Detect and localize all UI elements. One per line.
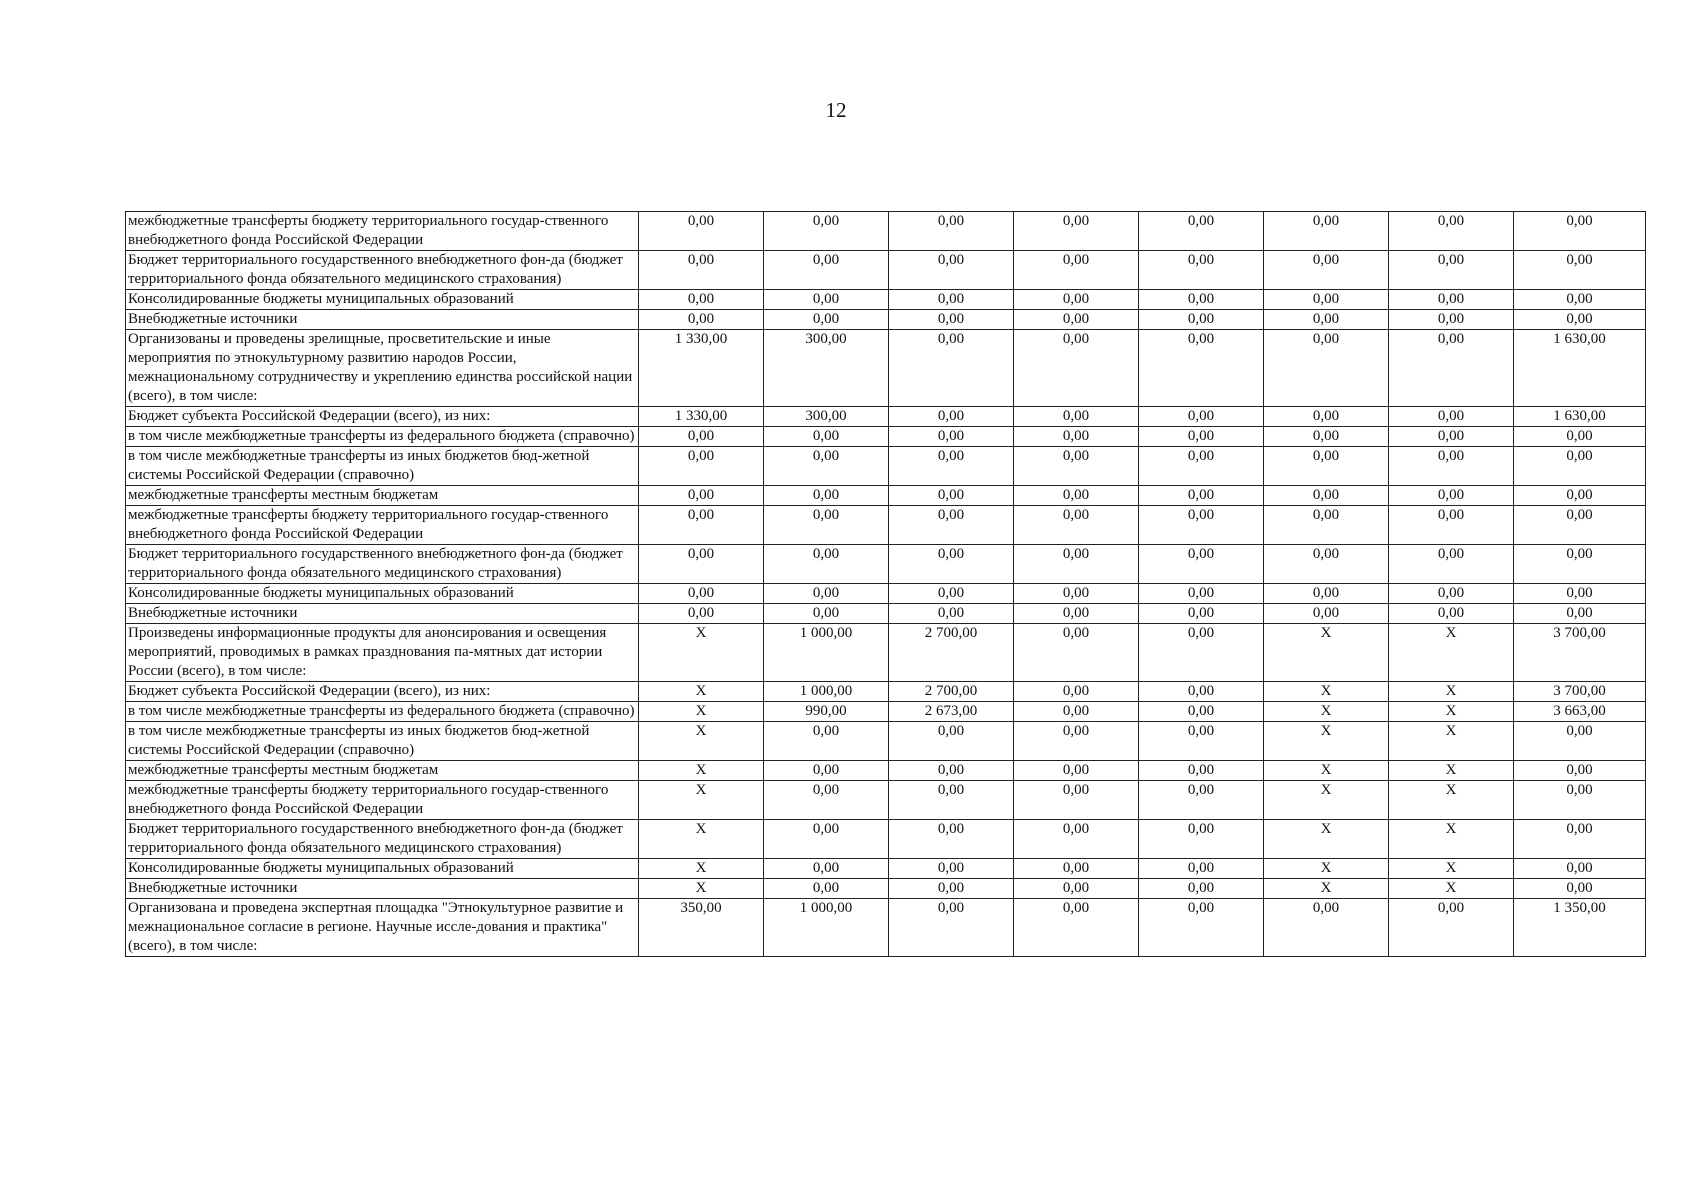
- table-row: [126, 407, 1646, 427]
- value-cell: 0,00: [889, 290, 1014, 310]
- value-cell: 0,00: [1264, 330, 1389, 407]
- value-cell: 0,00: [1139, 310, 1264, 330]
- value-cell: Х: [639, 820, 764, 859]
- row-label: Бюджет субъекта Российской Федерации (всего), из них:: [126, 682, 639, 702]
- value-cell: 0,00: [1514, 722, 1646, 761]
- value-cell: Х: [1264, 702, 1389, 722]
- value-cell: Х: [1264, 781, 1389, 820]
- value-cell: 0,00: [764, 486, 889, 506]
- row-label: межбюджетные трансферты бюджету территориального государ-ственного внебюджетного фонда Российской Федерации: [126, 212, 639, 251]
- budget-table: [125, 211, 1646, 957]
- value-cell: 0,00: [1264, 310, 1389, 330]
- table-row: [126, 781, 1646, 820]
- value-cell: 0,00: [1139, 545, 1264, 584]
- value-cell: 0,00: [1139, 212, 1264, 251]
- table-row: [126, 212, 1646, 251]
- value-cell: 0,00: [639, 506, 764, 545]
- value-cell: 0,00: [1014, 506, 1139, 545]
- value-cell: 0,00: [1389, 486, 1514, 506]
- value-cell: 0,00: [1514, 859, 1646, 879]
- value-cell: 1 000,00: [764, 899, 889, 957]
- value-cell: 0,00: [1264, 604, 1389, 624]
- value-cell: 0,00: [1514, 486, 1646, 506]
- value-cell: 0,00: [1139, 427, 1264, 447]
- value-cell: 0,00: [1139, 899, 1264, 957]
- value-cell: Х: [1389, 702, 1514, 722]
- value-cell: 0,00: [889, 330, 1014, 407]
- value-cell: 0,00: [1014, 310, 1139, 330]
- row-label: межбюджетные трансферты бюджету территориального государ-ственного внебюджетного фонда Российской Федерации: [126, 781, 639, 820]
- value-cell: 1 330,00: [639, 407, 764, 427]
- value-cell: 0,00: [764, 820, 889, 859]
- value-cell: 0,00: [1389, 545, 1514, 584]
- table-row: [126, 722, 1646, 761]
- row-label: межбюджетные трансферты бюджету территориального государ-ственного внебюджетного фонда Российской Федерации: [126, 506, 639, 545]
- value-cell: Х: [639, 722, 764, 761]
- table-row: [126, 486, 1646, 506]
- value-cell: 0,00: [1389, 212, 1514, 251]
- value-cell: 0,00: [1139, 761, 1264, 781]
- value-cell: 0,00: [1389, 584, 1514, 604]
- value-cell: 0,00: [1139, 682, 1264, 702]
- value-cell: Х: [1264, 722, 1389, 761]
- value-cell: 3 700,00: [1514, 624, 1646, 682]
- value-cell: 0,00: [1139, 859, 1264, 879]
- value-cell: 0,00: [1389, 427, 1514, 447]
- table-row: [126, 604, 1646, 624]
- value-cell: 0,00: [889, 407, 1014, 427]
- row-label: Бюджет территориального государственного внебюджетного фон-да (бюджет территориального фонда обязательного медицинского страхования): [126, 820, 639, 859]
- value-cell: 0,00: [764, 545, 889, 584]
- value-cell: 0,00: [889, 506, 1014, 545]
- value-cell: 0,00: [1264, 251, 1389, 290]
- value-cell: 0,00: [1014, 212, 1139, 251]
- table-row: [126, 427, 1646, 447]
- value-cell: Х: [1264, 859, 1389, 879]
- value-cell: 0,00: [1014, 899, 1139, 957]
- value-cell: 0,00: [889, 761, 1014, 781]
- value-cell: 0,00: [1264, 447, 1389, 486]
- value-cell: 0,00: [764, 310, 889, 330]
- value-cell: 0,00: [1139, 584, 1264, 604]
- value-cell: 0,00: [639, 212, 764, 251]
- value-cell: 0,00: [764, 427, 889, 447]
- value-cell: 0,00: [1014, 545, 1139, 584]
- value-cell: Х: [1389, 879, 1514, 899]
- value-cell: 0,00: [639, 447, 764, 486]
- value-cell: 0,00: [1514, 761, 1646, 781]
- table-row: [126, 447, 1646, 486]
- table-row: [126, 702, 1646, 722]
- value-cell: 0,00: [1014, 427, 1139, 447]
- value-cell: 0,00: [1514, 545, 1646, 584]
- value-cell: 0,00: [1139, 604, 1264, 624]
- value-cell: 0,00: [1014, 781, 1139, 820]
- row-label: Организована и проведена экспертная площадка "Этнокультурное развитие и межнациональное согласие в регионе. Научные иссле-дования и практика" (всего), в том числе:: [126, 899, 639, 957]
- row-label: межбюджетные трансферты местным бюджетам: [126, 486, 639, 506]
- value-cell: 2 673,00: [889, 702, 1014, 722]
- value-cell: 1 630,00: [1514, 330, 1646, 407]
- value-cell: Х: [1389, 722, 1514, 761]
- value-cell: 0,00: [1139, 486, 1264, 506]
- value-cell: 0,00: [889, 212, 1014, 251]
- value-cell: 0,00: [1264, 545, 1389, 584]
- value-cell: 0,00: [1264, 407, 1389, 427]
- value-cell: 0,00: [1264, 899, 1389, 957]
- table-row: [126, 899, 1646, 957]
- value-cell: Х: [639, 879, 764, 899]
- value-cell: 0,00: [1514, 604, 1646, 624]
- value-cell: 0,00: [889, 427, 1014, 447]
- value-cell: 0,00: [1014, 604, 1139, 624]
- row-label: Внебюджетные источники: [126, 310, 639, 330]
- value-cell: 0,00: [889, 604, 1014, 624]
- value-cell: 300,00: [764, 407, 889, 427]
- value-cell: 0,00: [1014, 330, 1139, 407]
- value-cell: 0,00: [1389, 604, 1514, 624]
- value-cell: 0,00: [1139, 624, 1264, 682]
- table-body: [126, 212, 1646, 957]
- value-cell: 0,00: [889, 545, 1014, 584]
- value-cell: 0,00: [889, 584, 1014, 604]
- table-row: [126, 859, 1646, 879]
- value-cell: 0,00: [1264, 290, 1389, 310]
- value-cell: Х: [639, 682, 764, 702]
- table-row: [126, 879, 1646, 899]
- table-row: [126, 820, 1646, 859]
- value-cell: 0,00: [1139, 506, 1264, 545]
- value-cell: 0,00: [1139, 330, 1264, 407]
- value-cell: 0,00: [1389, 251, 1514, 290]
- value-cell: 0,00: [1514, 879, 1646, 899]
- value-cell: 0,00: [639, 427, 764, 447]
- value-cell: 0,00: [639, 486, 764, 506]
- value-cell: 0,00: [639, 584, 764, 604]
- value-cell: 0,00: [889, 859, 1014, 879]
- table-row: [126, 624, 1646, 682]
- page-number: 12: [825, 98, 847, 122]
- value-cell: 1 350,00: [1514, 899, 1646, 957]
- value-cell: 0,00: [764, 781, 889, 820]
- table-row: [126, 545, 1646, 584]
- value-cell: 1 000,00: [764, 624, 889, 682]
- value-cell: 3 663,00: [1514, 702, 1646, 722]
- value-cell: 0,00: [1139, 447, 1264, 486]
- value-cell: 0,00: [1139, 879, 1264, 899]
- value-cell: 1 000,00: [764, 682, 889, 702]
- value-cell: 350,00: [639, 899, 764, 957]
- value-cell: 0,00: [1139, 820, 1264, 859]
- value-cell: Х: [1389, 761, 1514, 781]
- row-label: межбюджетные трансферты местным бюджетам: [126, 761, 639, 781]
- value-cell: 0,00: [1014, 722, 1139, 761]
- table-row: [126, 330, 1646, 407]
- value-cell: 0,00: [1264, 584, 1389, 604]
- value-cell: 0,00: [639, 545, 764, 584]
- value-cell: Х: [1389, 682, 1514, 702]
- value-cell: 990,00: [764, 702, 889, 722]
- value-cell: 0,00: [1389, 447, 1514, 486]
- value-cell: Х: [1264, 682, 1389, 702]
- value-cell: 0,00: [889, 820, 1014, 859]
- row-label: в том числе межбюджетные трансферты из федерального бюджета (справочно): [126, 427, 639, 447]
- value-cell: Х: [639, 624, 764, 682]
- value-cell: 0,00: [764, 761, 889, 781]
- value-cell: Х: [1389, 859, 1514, 879]
- value-cell: 0,00: [764, 212, 889, 251]
- table-row: [126, 251, 1646, 290]
- value-cell: 0,00: [1389, 290, 1514, 310]
- value-cell: 0,00: [1514, 447, 1646, 486]
- row-label: Произведены информационные продукты для анонсирования и освещения мероприятий, проводимых в рамках празднования па-мятных дат истории России (всего), в том числе:: [126, 624, 639, 682]
- value-cell: 0,00: [1014, 584, 1139, 604]
- value-cell: 0,00: [1514, 781, 1646, 820]
- row-label: в том числе межбюджетные трансферты из федерального бюджета (справочно): [126, 702, 639, 722]
- row-label: Консолидированные бюджеты муниципальных образований: [126, 584, 639, 604]
- value-cell: 300,00: [764, 330, 889, 407]
- row-label: Организованы и проведены зрелищные, просветительские и иные мероприятия по этнокультурному развитию народов России, межнациональному сотрудничеству и укреплению единства российской нации (всего), в том числе:: [126, 330, 639, 407]
- value-cell: 2 700,00: [889, 682, 1014, 702]
- table-row: [126, 682, 1646, 702]
- row-label: в том числе межбюджетные трансферты из иных бюджетов бюд-жетной системы Российской Федерации (справочно): [126, 447, 639, 486]
- value-cell: Х: [1264, 624, 1389, 682]
- value-cell: 0,00: [1014, 447, 1139, 486]
- value-cell: 0,00: [889, 899, 1014, 957]
- value-cell: 0,00: [764, 290, 889, 310]
- table-row: [126, 310, 1646, 330]
- value-cell: 0,00: [1514, 310, 1646, 330]
- value-cell: 0,00: [1514, 212, 1646, 251]
- value-cell: 3 700,00: [1514, 682, 1646, 702]
- value-cell: 0,00: [764, 879, 889, 899]
- value-cell: 0,00: [1014, 702, 1139, 722]
- value-cell: 2 700,00: [889, 624, 1014, 682]
- value-cell: 0,00: [889, 447, 1014, 486]
- value-cell: 0,00: [1389, 407, 1514, 427]
- value-cell: 0,00: [1389, 899, 1514, 957]
- value-cell: 0,00: [1139, 722, 1264, 761]
- value-cell: 0,00: [639, 251, 764, 290]
- value-cell: Х: [1264, 820, 1389, 859]
- value-cell: 0,00: [889, 722, 1014, 761]
- row-label: Бюджет территориального государственного внебюджетного фон-да (бюджет территориального фонда обязательного медицинского страхования): [126, 251, 639, 290]
- value-cell: 0,00: [639, 290, 764, 310]
- value-cell: 0,00: [889, 781, 1014, 820]
- value-cell: 0,00: [1264, 427, 1389, 447]
- value-cell: 0,00: [1139, 290, 1264, 310]
- value-cell: Х: [1264, 879, 1389, 899]
- value-cell: 0,00: [889, 251, 1014, 290]
- value-cell: 0,00: [1014, 251, 1139, 290]
- value-cell: 0,00: [1514, 506, 1646, 545]
- value-cell: 0,00: [764, 604, 889, 624]
- value-cell: Х: [639, 859, 764, 879]
- value-cell: 0,00: [1514, 290, 1646, 310]
- value-cell: 0,00: [1014, 407, 1139, 427]
- row-label: Внебюджетные источники: [126, 604, 639, 624]
- value-cell: 0,00: [1389, 330, 1514, 407]
- value-cell: Х: [1264, 761, 1389, 781]
- value-cell: 0,00: [639, 604, 764, 624]
- value-cell: 0,00: [1514, 584, 1646, 604]
- value-cell: 1 330,00: [639, 330, 764, 407]
- value-cell: 0,00: [1264, 506, 1389, 545]
- value-cell: 0,00: [1014, 859, 1139, 879]
- row-label: Бюджет субъекта Российской Федерации (всего), из них:: [126, 407, 639, 427]
- value-cell: 0,00: [1014, 290, 1139, 310]
- row-label: Бюджет территориального государственного внебюджетного фон-да (бюджет территориального фонда обязательного медицинского страхования): [126, 545, 639, 584]
- value-cell: 0,00: [1014, 761, 1139, 781]
- value-cell: 0,00: [1139, 702, 1264, 722]
- value-cell: 0,00: [1264, 212, 1389, 251]
- value-cell: Х: [1389, 820, 1514, 859]
- value-cell: Х: [1389, 781, 1514, 820]
- row-label: в том числе межбюджетные трансферты из иных бюджетов бюд-жетной системы Российской Федерации (справочно): [126, 722, 639, 761]
- value-cell: 0,00: [1014, 879, 1139, 899]
- value-cell: 0,00: [889, 310, 1014, 330]
- value-cell: 0,00: [889, 486, 1014, 506]
- value-cell: 0,00: [1139, 781, 1264, 820]
- value-cell: 0,00: [1514, 820, 1646, 859]
- value-cell: 0,00: [1389, 506, 1514, 545]
- value-cell: 0,00: [1014, 624, 1139, 682]
- value-cell: 0,00: [1139, 251, 1264, 290]
- value-cell: 0,00: [1264, 486, 1389, 506]
- value-cell: 0,00: [1014, 682, 1139, 702]
- value-cell: Х: [639, 761, 764, 781]
- table-row: [126, 506, 1646, 545]
- row-label: Консолидированные бюджеты муниципальных образований: [126, 290, 639, 310]
- value-cell: 0,00: [764, 447, 889, 486]
- value-cell: Х: [639, 781, 764, 820]
- value-cell: 0,00: [1514, 251, 1646, 290]
- table-row: [126, 761, 1646, 781]
- value-cell: 1 630,00: [1514, 407, 1646, 427]
- table-row: [126, 290, 1646, 310]
- value-cell: Х: [639, 702, 764, 722]
- value-cell: 0,00: [1514, 427, 1646, 447]
- row-label: Внебюджетные источники: [126, 879, 639, 899]
- value-cell: 0,00: [764, 722, 889, 761]
- value-cell: 0,00: [764, 584, 889, 604]
- value-cell: 0,00: [764, 506, 889, 545]
- value-cell: 0,00: [1014, 486, 1139, 506]
- value-cell: 0,00: [1014, 820, 1139, 859]
- value-cell: 0,00: [889, 879, 1014, 899]
- value-cell: 0,00: [639, 310, 764, 330]
- table-row: [126, 584, 1646, 604]
- value-cell: 0,00: [764, 251, 889, 290]
- value-cell: 0,00: [764, 859, 889, 879]
- value-cell: 0,00: [1139, 407, 1264, 427]
- row-label: Консолидированные бюджеты муниципальных образований: [126, 859, 639, 879]
- value-cell: Х: [1389, 624, 1514, 682]
- value-cell: 0,00: [1389, 310, 1514, 330]
